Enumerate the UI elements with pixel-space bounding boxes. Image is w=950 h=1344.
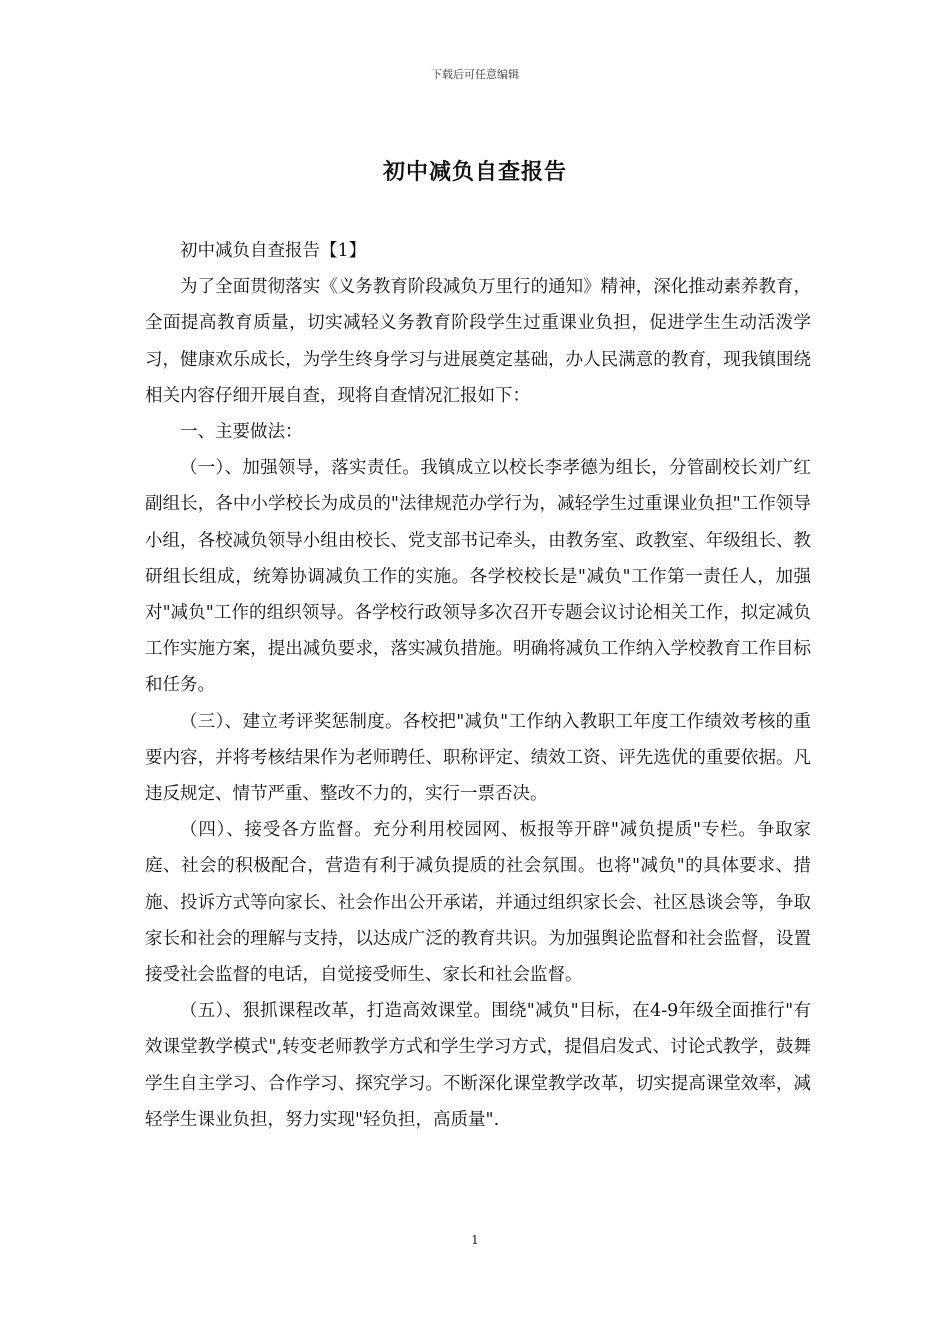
page-header: 下载后可任意编辑 [431,68,519,81]
paragraph-subtitle: 初中减负自查报告【1】 [180,241,367,261]
paragraph-intro: 为了全面贯彻落实《义务教育阶段减负万里行的通知》精神，深化推动素养教育，全面提高教育质量，切实减轻义务教育阶段学生过重课业负担，促进学生生动活泼学习，健康欢乐成长，为学生终身学习与进展奠定基础，办人民满意的教育，现我镇围绕相关内容仔细开展自查，现将自查情况汇报如下： [145,277,811,406]
page-number: 1 [471,1233,479,1247]
paragraph-item-1: （一）、加强领导，落实责任。我镇成立以校长李孝德为组长，分管副校长刘广红副组长，各中小学校长为成员的"法律规范办学行为，减轻学生过重课业负担"工作领导小组，各校减负领导小组由校长、党支部书记牵头，由教务室、政教室、年级组长、教研组长组成，统筹协调减负工作的实施。各学校校长是"减负"工作第一责任人，加强对"减负"工作的组织领导。各学校行政领导多次召开专题会议讨论相关工作，拟定减负工作实施方案，提出减负要求，落实减负措施。明确将减负工作纳入学校教育工作目标和任务。 [145,458,811,696]
paragraph-item-5: （五）、狠抓课程改革，打造高效课堂。围绕"减负"目标，在4-9年级全面推行"有效课堂教学模式",转变老师教学方式和学生学习方式，提倡启发式、讨论式教学，鼓舞学生自主学习、合作学习、探究学习。不断深化课堂教学改革，切实提高课堂效率，减轻学生课业负担，努力实现"轻负担，高质量". [145,1001,811,1130]
document-title: 初中减负自查报告 [382,159,567,185]
paragraph-item-3: （三）、建立考评奖惩制度。各校把"减负"工作纳入教职工年度工作绩效考核的重要内容，并将考核结果作为老师聘任、职称评定、绩效工资、评先选优的重要依据。凡违反规定、情节严重、整改不力的，实行一票否决。 [145,711,811,805]
paragraph-item-4: （四）、接受各方监督。充分利用校园网、板报等开辟"减负提质"专栏。争取家庭、社会的积极配合，营造有利于减负提质的社会氛围。也将"减负"的具体要求、措施、投诉方式等向家长、社会作出公开承诺，并通过组织家长会、社区恳谈会等，争取家长和社会的理解与支持，以达成广泛的教育共识。为加强舆论监督和社会监督，设置接受社会监督的电话，自觉接受师生、家长和社会监督。 [145,820,811,986]
paragraph-section-heading: 一、主要做法： [180,422,303,443]
document-body [145,233,811,1138]
